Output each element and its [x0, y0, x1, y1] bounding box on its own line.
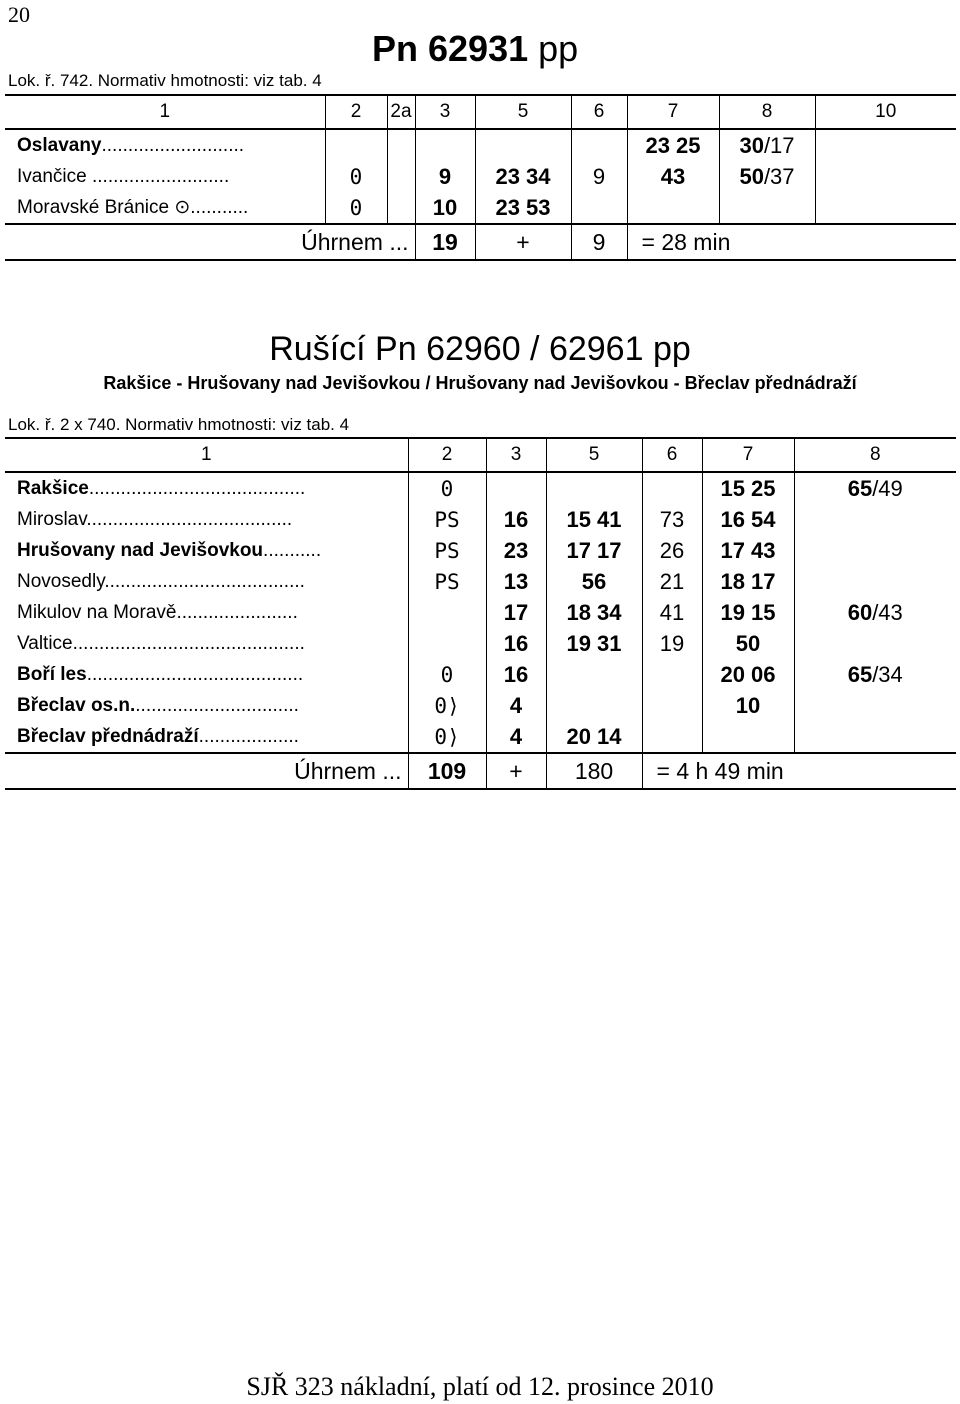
t2-cell-7: 17 43 [702, 535, 794, 566]
t2-header-2: 2 [408, 438, 486, 472]
station-name: Valtice [17, 632, 73, 654]
t1-cell-6 [571, 129, 627, 161]
t1-header-2a: 2a [387, 95, 415, 129]
t2-cell-8 [794, 690, 956, 721]
t1-header-1: 1 [5, 95, 325, 129]
t2-cell-6: 26 [642, 535, 702, 566]
train2-lok-note: Lok. ř. 2 x 740. Normativ hmotnosti: viz tab. 4 [8, 415, 350, 434]
t2-cell-6: 73 [642, 504, 702, 535]
t2-cell-3: 13 [486, 566, 546, 597]
t2-cell-6 [642, 690, 702, 721]
t2-cell-2: 0⟩ [408, 690, 486, 721]
t2-cell-3: 4 [486, 721, 546, 753]
t1-cell-10 [815, 192, 956, 224]
t1-cell-8 [719, 129, 815, 161]
t1-cell-5: 23 53 [475, 192, 571, 224]
t2-cell-8-value: 60 [847, 599, 873, 625]
t2-cell-6: 21 [642, 566, 702, 597]
leader-dots: ........... [263, 539, 322, 561]
t1-cell-7: 43 [627, 161, 719, 192]
t2-cell-7: 50 [702, 628, 794, 659]
summary-plus: + [486, 753, 546, 789]
t1-cell-2a [387, 192, 415, 224]
t2-cell-3: 4 [486, 690, 546, 721]
station-name: Oslavany [17, 134, 102, 156]
t2-cell-8 [794, 597, 956, 628]
table-row [5, 659, 956, 690]
t1-cell-3: 10 [415, 192, 475, 224]
leader-dots: ........................... [101, 134, 245, 156]
t2-cell-7: 16 54 [702, 504, 794, 535]
t2-cell-7: 18 17 [702, 566, 794, 597]
t2-cell-6: 19 [642, 628, 702, 659]
leader-dots: ......................................... [88, 477, 306, 499]
page-number: 20 [8, 2, 30, 27]
t2-cell-8 [794, 472, 956, 504]
t2-cell-5: 20 14 [546, 721, 642, 753]
t1-cell-8 [719, 192, 815, 224]
t2-cell-2: PS [408, 535, 486, 566]
t1-cell-3: 9 [415, 161, 475, 192]
train2-timetable [5, 437, 956, 790]
station-name: Mikulov na Moravě [17, 601, 177, 623]
t2-cell-5: 19 31 [546, 628, 642, 659]
t1-cell-5: 23 34 [475, 161, 571, 192]
train2-title: Rušící Pn 62960 / 62961 pp [269, 330, 691, 368]
leader-dots: ....................... [176, 601, 298, 623]
t2-cell-8-suffix: /43 [872, 599, 903, 625]
t1-header-7: 7 [627, 95, 719, 129]
summary-stop-time: 9 [571, 224, 627, 260]
summary-row [5, 753, 956, 789]
t2-cell-7 [702, 721, 794, 753]
t1-cell-8-suffix: /37 [763, 163, 795, 189]
train1-title-suffix: pp [528, 28, 579, 69]
leader-dots: ...................................... [104, 570, 305, 592]
station-name: Miroslav [17, 508, 87, 530]
t2-cell-3: 16 [486, 504, 546, 535]
t2-header-8: 8 [794, 438, 956, 472]
summary-stop-time: 180 [546, 753, 642, 789]
summary-total: = 28 min [627, 224, 815, 260]
t2-cell-2: 0⟩ [408, 721, 486, 753]
table-row [5, 566, 956, 597]
t2-cell-6 [642, 721, 702, 753]
t2-header-6: 6 [642, 438, 702, 472]
t2-header-5: 5 [546, 438, 642, 472]
t2-cell-3: 16 [486, 659, 546, 690]
t1-cell-8-value: 50 [739, 163, 764, 189]
t1-header-6: 6 [571, 95, 627, 129]
summary-plus: + [475, 224, 571, 260]
t2-cell-7: 10 [702, 690, 794, 721]
t1-cell-6: 9 [571, 161, 627, 192]
t1-cell-2a [387, 129, 415, 161]
station-name: Hrušovany nad Jevišovkou [17, 539, 264, 561]
t1-cell-8-suffix: /17 [763, 132, 795, 158]
t1-cell-3 [415, 129, 475, 161]
t2-cell-3 [486, 472, 546, 504]
t2-cell-2: 0 [408, 659, 486, 690]
t1-cell-2: 0 [325, 161, 387, 192]
table-row [5, 628, 956, 659]
t2-cell-8 [794, 628, 956, 659]
train2-route: Rakšice - Hrušovany nad Jevišovkou / Hrušovany nad Jevišovkou - Břeclav přednádraží [103, 373, 857, 393]
table-row [5, 535, 956, 566]
leader-dots: ............................................ [72, 632, 305, 654]
t2-cell-5: 15 41 [546, 504, 642, 535]
leader-dots: ................... [198, 725, 299, 747]
leader-dots: ....................................... [86, 508, 293, 530]
table-row [5, 597, 956, 628]
t2-cell-5 [546, 659, 642, 690]
t1-cell-8-value: 30 [739, 132, 764, 158]
station-name: Novosedly [17, 570, 105, 592]
station-name: Břeclav os.n. [17, 694, 136, 716]
t2-cell-8 [794, 566, 956, 597]
summary-total: = 4 h 49 min [642, 753, 794, 789]
t1-header-5: 5 [475, 95, 571, 129]
t2-cell-6 [642, 659, 702, 690]
t2-cell-3: 23 [486, 535, 546, 566]
t2-cell-2: PS [408, 504, 486, 535]
leader-dots: .......................... [86, 165, 230, 187]
t2-cell-3: 16 [486, 628, 546, 659]
t2-cell-8 [794, 721, 956, 753]
station-name: Moravské Bránice ⊙ [17, 197, 191, 218]
train1-title-number: Pn 62931 [372, 28, 529, 69]
t1-cell-2a [387, 161, 415, 192]
t2-cell-6: 41 [642, 597, 702, 628]
t2-cell-6 [642, 472, 702, 504]
table-row [5, 129, 956, 161]
summary-running-time: 19 [415, 224, 475, 260]
t2-cell-5: 17 17 [546, 535, 642, 566]
summary-running-time: 109 [408, 753, 486, 789]
leader-dots: ........... [190, 197, 249, 218]
t1-header-10: 10 [815, 95, 956, 129]
t2-cell-2: 0 [408, 472, 486, 504]
t1-cell-6 [571, 192, 627, 224]
t2-cell-7: 15 25 [702, 472, 794, 504]
leader-dots: ......................................... [86, 663, 304, 685]
summary-row [5, 224, 956, 260]
t1-cell-7 [627, 192, 719, 224]
t2-cell-3: 17 [486, 597, 546, 628]
summary-label: Úhrnem ... [5, 224, 415, 260]
table-row [5, 504, 956, 535]
t1-header-3: 3 [415, 95, 475, 129]
table-row [5, 472, 956, 504]
table-row [5, 192, 956, 224]
station-name: Břeclav přednádraží [17, 725, 199, 747]
t2-cell-5 [546, 472, 642, 504]
t2-cell-8-suffix: /34 [872, 661, 903, 687]
leader-dots: ............................... [135, 694, 299, 716]
t1-header-8: 8 [719, 95, 815, 129]
t2-cell-5 [546, 690, 642, 721]
table-row [5, 690, 956, 721]
t1-cell-7: 23 25 [627, 129, 719, 161]
table-row [5, 721, 956, 753]
t2-cell-2: PS [408, 566, 486, 597]
t2-cell-8-value: 65 [847, 475, 873, 501]
t2-cell-8-suffix: /49 [872, 475, 903, 501]
t2-header-1: 1 [5, 438, 408, 472]
footer-note: SJŘ 323 nákladní, platí od 12. prosince 2010 [246, 1372, 714, 1401]
train1-timetable [5, 94, 956, 261]
t2-cell-8 [794, 535, 956, 566]
summary-label: Úhrnem ... [5, 753, 408, 789]
t1-cell-2 [325, 129, 387, 161]
train1-title [372, 28, 578, 70]
t1-cell-2: 0 [325, 192, 387, 224]
station-name: Rakšice [17, 477, 89, 499]
station-name: Boří les [17, 663, 87, 685]
t1-cell-8 [719, 161, 815, 192]
t2-header-7: 7 [702, 438, 794, 472]
t1-cell-10 [815, 129, 956, 161]
t2-cell-8-value: 65 [847, 661, 873, 687]
table-row [5, 161, 956, 192]
t1-header-2: 2 [325, 95, 387, 129]
t2-cell-2 [408, 628, 486, 659]
t2-cell-8 [794, 659, 956, 690]
t2-cell-2 [408, 597, 486, 628]
t2-cell-7: 19 15 [702, 597, 794, 628]
t2-header-3: 3 [486, 438, 546, 472]
t2-cell-8 [794, 504, 956, 535]
t1-cell-10 [815, 161, 956, 192]
station-name: Ivančice [17, 165, 87, 187]
t2-cell-7: 20 06 [702, 659, 794, 690]
train1-lok-note: Lok. ř. 742. Normativ hmotnosti: viz tab. 4 [8, 71, 322, 90]
t2-cell-5: 56 [546, 566, 642, 597]
t2-cell-5: 18 34 [546, 597, 642, 628]
t1-cell-5 [475, 129, 571, 161]
